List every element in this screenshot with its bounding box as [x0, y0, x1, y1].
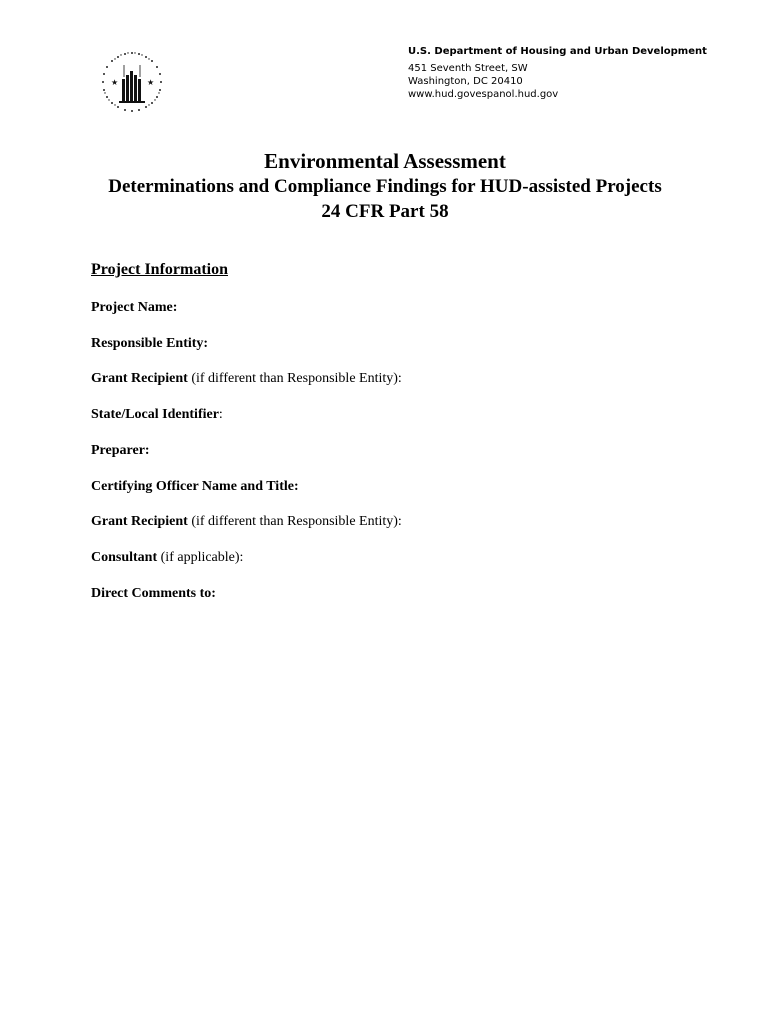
field-grant-recipient — [91, 370, 402, 388]
field-certifying-officer — [91, 478, 299, 496]
field-state-local-identifier — [91, 406, 223, 424]
field-note: : — [218, 407, 223, 422]
field-project-name — [91, 299, 177, 317]
address-city: Washington, DC 20410 — [408, 76, 523, 87]
field-label: Grant Recipient — [91, 371, 188, 386]
project-information-heading: Project Information — [91, 261, 228, 278]
document-regulation: 24 CFR Part 58 — [321, 201, 449, 222]
agency-address-block — [408, 45, 708, 101]
document-subtitle: Determinations and Compliance Findings for HUD-assisted Projects — [108, 176, 662, 197]
field-consultant — [91, 549, 243, 567]
document-title-block — [0, 149, 770, 224]
field-responsible-entity — [91, 335, 208, 353]
address-website: www.hud.govespanol.hud.gov — [408, 89, 559, 100]
field-grant-recipient-2 — [91, 513, 402, 531]
field-note: (if different than Responsible Entity): — [187, 371, 402, 386]
field-label: State/Local Identifier — [91, 407, 219, 422]
field-label: Preparer: — [91, 443, 150, 458]
hud-seal-icon — [97, 47, 167, 117]
address-street: 451 Seventh Street, SW — [408, 63, 528, 74]
field-label: Consultant — [91, 550, 158, 565]
field-label: Direct Comments to: — [91, 586, 216, 601]
department-name: U.S. Department of Housing and Urban Development — [408, 46, 707, 57]
field-label: Certifying Officer Name and Title: — [91, 479, 299, 494]
field-label: Responsible Entity: — [91, 336, 209, 351]
svg-text:★: ★ — [111, 78, 119, 87]
field-note: (if different than Responsible Entity): — [187, 514, 402, 529]
document-title: Environmental Assessment — [264, 149, 506, 173]
field-preparer — [91, 442, 150, 460]
field-label: Grant Recipient — [91, 514, 188, 529]
field-note: (if applicable): — [157, 550, 244, 565]
field-label: Project Name: — [91, 300, 178, 315]
field-direct-comments — [91, 585, 216, 603]
svg-text:★: ★ — [147, 78, 155, 87]
